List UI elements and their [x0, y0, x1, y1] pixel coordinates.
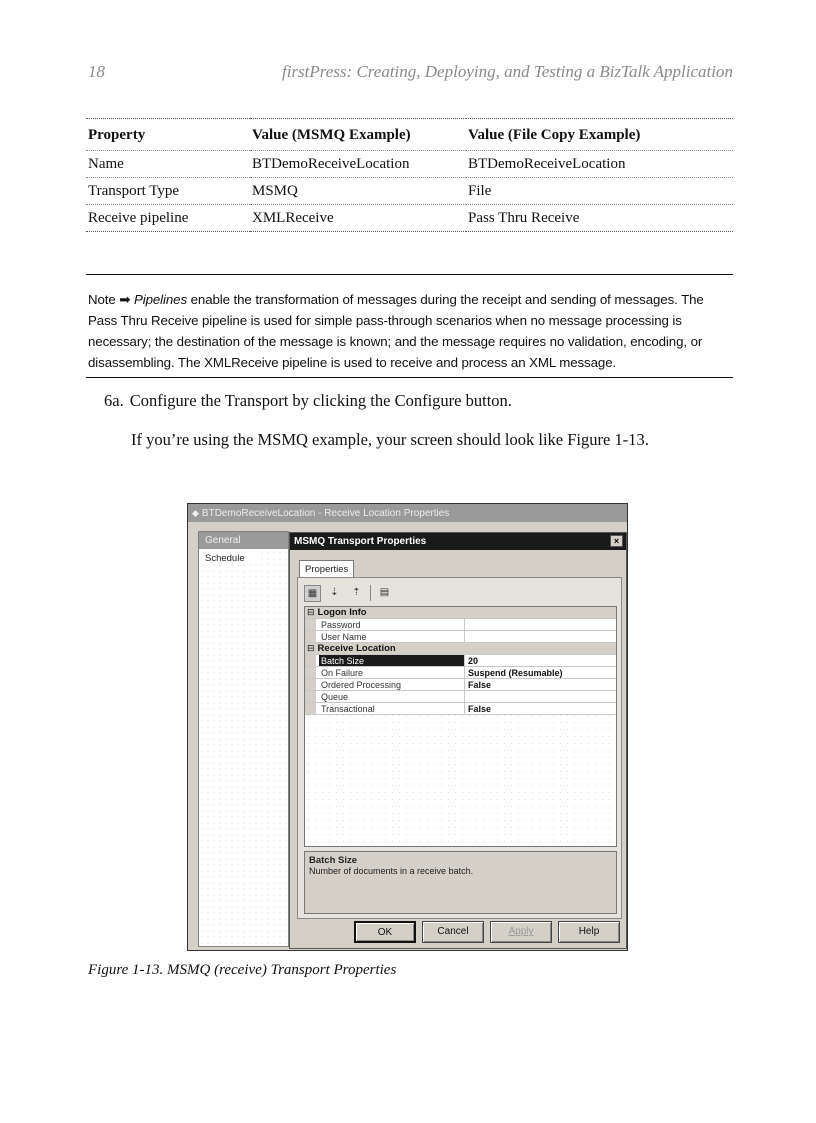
property-row-transactional[interactable] — [305, 703, 616, 715]
note-label: Note — [88, 292, 116, 307]
property-grid-toolbar — [304, 583, 393, 603]
tab-properties[interactable]: Properties — [299, 560, 354, 578]
table-cell: Transport Type — [86, 178, 250, 205]
close-icon: × — [613, 536, 620, 546]
property-row-password[interactable] — [305, 619, 616, 631]
table-cell: Pass Thru Receive — [466, 205, 733, 232]
table-row — [86, 205, 733, 232]
table-header-cell: Value (File Copy Example) — [468, 127, 641, 143]
figure-screenshot — [187, 503, 628, 951]
step-number: 6a. — [104, 391, 124, 410]
note-box — [86, 274, 733, 378]
collapse-icon[interactable]: ⊟ — [307, 644, 315, 654]
property-grid — [304, 606, 617, 847]
property-row-ordered-processing[interactable] — [305, 679, 616, 691]
table-row — [86, 151, 733, 178]
property-name: On Failure — [319, 667, 465, 678]
nav-item-schedule[interactable]: Schedule — [199, 549, 259, 564]
sort-az-icon[interactable]: ⇣ — [330, 586, 339, 598]
category-logon-info[interactable] — [305, 607, 616, 619]
property-value-field[interactable]: False — [468, 704, 492, 714]
step-item — [104, 391, 512, 411]
properties-panel — [297, 577, 622, 919]
category-label: Receive Location — [317, 643, 396, 654]
left-nav-pane — [198, 531, 289, 947]
property-value-field[interactable]: 20 — [468, 656, 479, 666]
property-value-field[interactable] — [466, 619, 616, 630]
table-cell: Receive pipeline — [86, 205, 250, 232]
table-cell: MSMQ — [250, 178, 466, 205]
table-cell: Name — [86, 151, 250, 178]
transport-properties-dialog — [289, 532, 627, 949]
property-value-field[interactable] — [466, 631, 616, 642]
dialog-title: MSMQ Transport Properties — [294, 536, 427, 547]
body-paragraph: If you’re using the MSMQ example, your screen should look like Figure 1-13. — [131, 430, 649, 449]
table-header-cell: Property — [88, 127, 146, 143]
description-title: Batch Size — [309, 855, 358, 866]
property-name: Queue — [319, 691, 465, 702]
running-title: firstPress: Creating, Deploying, and Testing a BizTalk Application — [282, 62, 733, 81]
categorized-icon[interactable]: ▦ — [304, 585, 321, 602]
table-cell: BTDemoReceiveLocation — [250, 151, 466, 178]
property-value-field[interactable] — [466, 691, 616, 702]
property-pages-icon[interactable]: ▤ — [379, 586, 390, 598]
property-row-batch-size[interactable] — [305, 655, 616, 667]
property-name: Batch Size — [319, 655, 465, 666]
category-receive-location[interactable] — [305, 643, 616, 655]
property-name: User Name — [319, 631, 465, 642]
property-row-queue[interactable] — [305, 691, 616, 703]
note-text: enable the transformation of messages during the receipt and sending of messages. The Pass Thru Receive pipeline is used for simple pass-through scenarios when no message processing is necessary; the destination of the message is known; and the message requires no validation, encoding, or disassembling. The XMLReceive pipeline is used to receive and process an XML message. — [88, 292, 704, 370]
close-button[interactable] — [610, 535, 623, 547]
outer-window-title: BTDemoReceiveLocation - Receive Location Properties — [201, 508, 450, 519]
property-row-user-name[interactable] — [305, 631, 616, 643]
collapse-icon[interactable]: ⊟ — [307, 608, 315, 618]
table-cell: BTDemoReceiveLocation — [466, 151, 733, 178]
sort-za-icon[interactable]: ⇡ — [352, 586, 361, 598]
arrow-icon: ➡ — [119, 292, 131, 307]
table-cell: File — [466, 178, 733, 205]
outer-window-titlebar — [188, 504, 627, 522]
page-number: 18 — [88, 62, 105, 81]
property-value-field[interactable]: False — [468, 680, 492, 690]
property-description-pane — [304, 851, 617, 914]
step-text: Configure the Transport by clicking the Configure button. — [129, 391, 512, 410]
table-row — [86, 178, 733, 205]
table-cell: XMLReceive — [250, 205, 466, 232]
description-text: Number of documents in a receive batch. — [309, 866, 474, 876]
note-term: Pipelines — [133, 292, 188, 307]
property-value-field[interactable]: Suspend (Resumable) — [468, 668, 563, 678]
ok-button[interactable]: OK — [354, 921, 416, 943]
property-row-on-failure[interactable] — [305, 667, 616, 679]
nav-item-general[interactable]: General — [199, 532, 288, 549]
figure-caption: Figure 1-13. MSMQ (receive) Transport Properties — [88, 962, 397, 978]
window-icon: ◆ — [192, 508, 199, 518]
table-header-cell: Value (MSMQ Example) — [252, 127, 411, 143]
help-button[interactable]: Help — [558, 921, 620, 943]
property-name: Transactional — [319, 703, 465, 714]
category-label: Logon Info — [317, 607, 367, 618]
toolbar-separator — [370, 585, 371, 601]
dialog-titlebar — [290, 533, 626, 550]
cancel-button[interactable]: Cancel — [422, 921, 484, 943]
property-name: Ordered Processing — [319, 679, 465, 690]
dialog-buttons — [354, 921, 620, 943]
table-header-row — [86, 119, 733, 151]
running-header — [88, 62, 733, 86]
property-name: Password — [319, 619, 465, 630]
apply-button[interactable]: Apply — [490, 921, 552, 943]
property-table — [86, 118, 733, 232]
